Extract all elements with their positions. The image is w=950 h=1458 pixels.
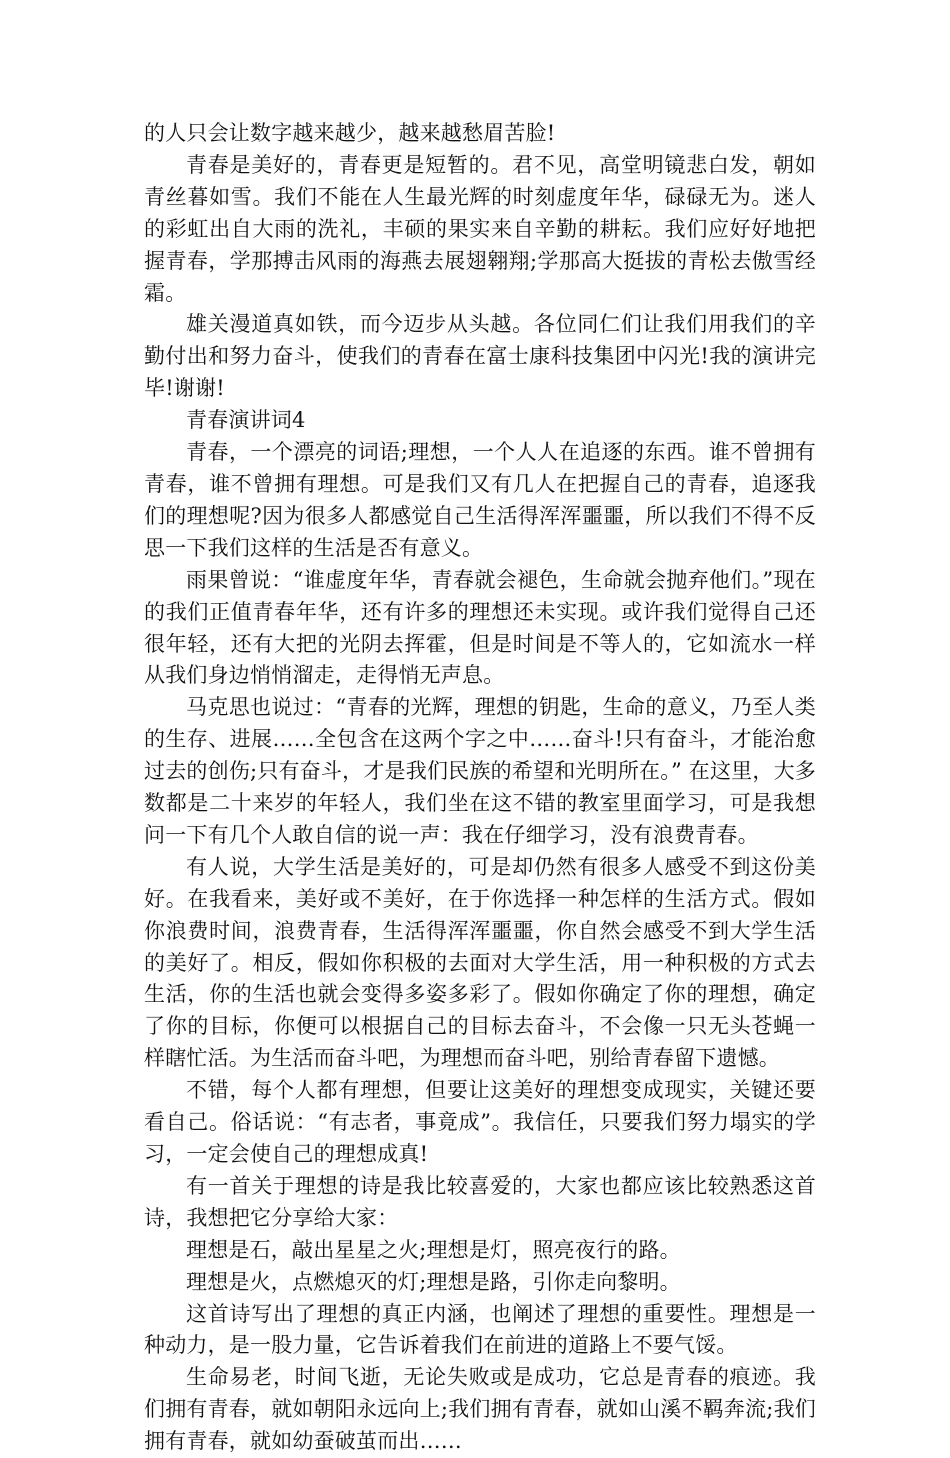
paragraph-marx-quote: 马克思也说过：“青春的光辉，理想的钥匙，生命的意义，乃至人类的生存、进展……全包含在这两个字之中……奋斗!只有奋斗，才能治愈过去的创伤;只有奋斗，才是我们民族的希望和光明所在。” 在这里，大多数都是二十来岁的年轻人，我们坐在这不错的教室里面学习，可是我想问一下有几个人敢自信的说一声：我在仔细学习，没有浪费青春。 [144,695,816,847]
document-page [144,118,816,1458]
paragraph-college-life: 有人说，大学生活是美好的，可是却仍然有很多人感受不到这份美好。在我看来，美好或不美好，在于你选择一种怎样的生活方式。假如你浪费时间，浪费青春，生活得浑浑噩噩，你自然会感受不到大学生活的美好了。相反，假如你积极的去面对大学生活，用一种积极的方式去生活，你的生活也就会变得多姿多彩了。假如你确定了你的理想，确定了你的目标，你便可以根据自己的目标去奋斗，不会像一只无头苍蝇一样瞎忙活。为生活而奋斗吧，为理想而奋斗吧，别给青春留下遗憾。 [144,854,816,1071]
paragraph-poem-meaning: 这首诗写出了理想的真正内涵，也阐述了理想的重要性。理想是一种动力，是一股力量，它告诉着我们在前进的道路上不要气馁。 [144,1301,816,1358]
paragraph-hugo-quote: 雨果曾说：“谁虚度年华，青春就会褪色，生命就会抛弃他们。”现在的我们正值青春年华，还有许多的理想还未实现。或许我们觉得自己还很年轻，还有大把的光阴去挥霍，但是时间是不等人的，它如流水一样从我们身边悄悄溜走，走得悄无声息。 [144,567,816,688]
paragraph-youth-ideal: 青春，一个漂亮的词语;理想，一个人人在追逐的东西。谁不曾拥有青春，谁不曾拥有理想。可是我们又有几人在把握自己的青春，追逐我们的理想呢?因为很多人都感觉自己生活得浑浑噩噩，所以我们不得不反思一下我们这样的生活是否有意义。 [144,440,816,560]
paragraph-poem-intro: 有一首关于理想的诗是我比较喜爱的，大家也都应该比较熟悉这首诗，我想把它分享给大家： [144,1173,816,1230]
poem-line-1: 理想是石，敲出星星之火;理想是灯，照亮夜行的路。 [186,1237,681,1262]
poem-line-2: 理想是火，点燃熄灭的灯;理想是路，引你走向黎明。 [186,1269,681,1294]
paragraph-continuation: 的人只会让数字越来越少，越来越愁眉苦脸! [144,121,556,145]
paragraph-ideal-reality: 不错，每个人都有理想，但要让这美好的理想变成现实，关键还要看自己。俗话说：“有志者，事竟成”。我信任，只要我们努力塌实的学习，一定会使自己的理想成真! [144,1078,816,1166]
section-heading: 青春演讲词4 [186,408,306,433]
paragraph-final: 生命易老，时间飞逝，无论失败或是成功，它总是青春的痕迹。我们拥有青春，就如朝阳永远向上;我们拥有青春，就如山溪不羁奔流;我们拥有青春，就如幼蚕破茧而出…… [144,1365,816,1454]
paragraph-closing-thanks: 雄关漫道真如铁，而今迈步从头越。各位同仁们让我们用我们的辛勤付出和努力奋斗，使我们的青春在富士康科技集团中闪光!我的演讲完毕!谢谢! [144,312,816,401]
paragraph-youth-short: 青春是美好的，青春更是短暂的。君不见，高堂明镜悲白发，朝如青丝暮如雪。我们不能在人生最光辉的时刻虚度年华，碌碌无为。迷人的彩虹出自大雨的洗礼，丰硕的果实来自辛勤的耕耘。我们应好好地把握青春，学那搏击风雨的海燕去展翅翱翔;学那高大挺拔的青松去傲雪经霜。 [144,152,816,305]
